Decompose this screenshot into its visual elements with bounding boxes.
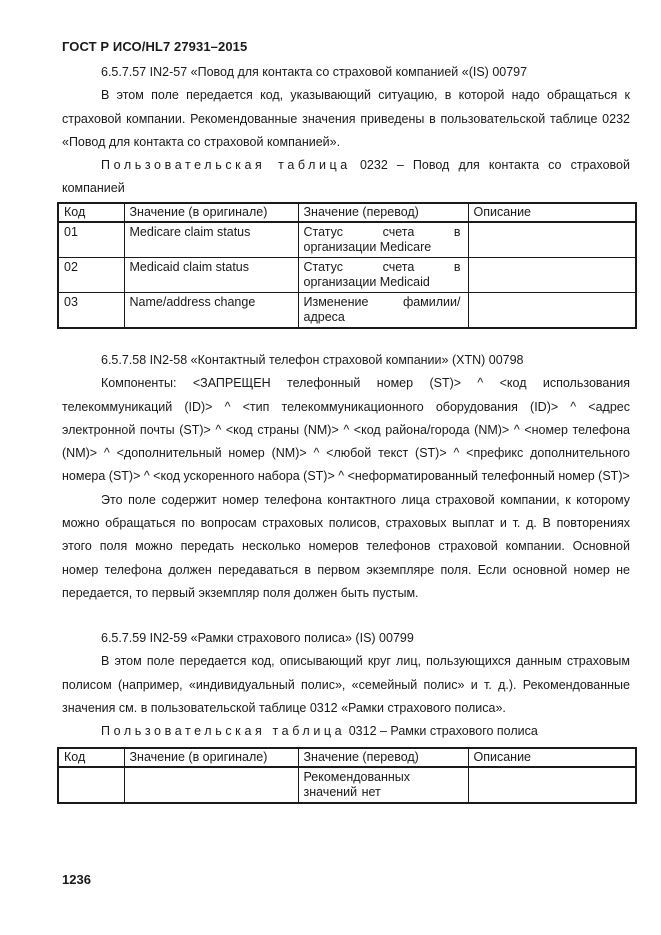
cell-translation: Статус счета в организации Medicaid bbox=[298, 258, 468, 293]
cell-description bbox=[468, 767, 636, 803]
table-caption bbox=[62, 720, 630, 743]
section-paragraph: В этом поле передается код, указывающий ситуацию, в которой надо обращаться к страховой компании. Рекомендованные значения приведены в пользовательской таблице 0232 «Повод для контакта со страховой компанией». bbox=[62, 88, 630, 149]
cell-original: Name/address change bbox=[124, 293, 298, 329]
section-paragraph: В этом поле передается код, описывающий круг лиц, пользующихся данным страховым полисом (например, «индивидуальный полис», «семейный полис» и т. д.). Рекомендованные значения см. в пользовательской таблице 0312 «Рамки страхового полиса». bbox=[62, 654, 630, 715]
table-header-row bbox=[58, 203, 636, 222]
cell-description bbox=[468, 258, 636, 293]
section-57 bbox=[62, 61, 630, 201]
section-59 bbox=[62, 627, 630, 743]
header-cell-code: Код bbox=[58, 748, 124, 767]
cell-translation: Статус счета в организации Medicare bbox=[298, 222, 468, 258]
table-caption-label: Пользовательская таблица bbox=[101, 158, 351, 173]
components-paragraph: Компоненты: <ЗАПРЕЩЕН телефонный номер (ST)> ^ <код использования телекоммуникаций (ID)> ^ <тип телекоммуникационного оборудования (ID)> ^ <адрес электронной почты (ST)> ^ <код страны (NM)> ^ <код района/города (NM)> ^ <номер телефона (NM)> ^ <дополнительный номер (NM)> ^ <любой текст (ST)> ^ <префикс дополнительного номера (ST)> ^ <код ускоренного набора (ST)> ^ <неформатированный телефонный номер (ST)> bbox=[62, 376, 630, 484]
cell-original bbox=[124, 767, 298, 803]
table-row bbox=[58, 293, 636, 329]
section-heading: 6.5.7.57 IN2-57 «Повод для контакта со страховой компанией «(IS) 00797 bbox=[101, 65, 528, 79]
section-heading: 6.5.7.58 IN2-58 «Контактный телефон страховой компании» (XTN) 00798 bbox=[101, 353, 524, 367]
table-caption-text: 0232 – Повод для контакта со страховой компанией bbox=[62, 158, 630, 196]
cell-code: 03 bbox=[58, 293, 124, 329]
cell-code: 02 bbox=[58, 258, 124, 293]
table-row bbox=[58, 258, 636, 293]
section-heading: 6.5.7.59 IN2-59 «Рамки страхового полиса» (IS) 00799 bbox=[101, 631, 414, 645]
table-0232 bbox=[57, 202, 637, 329]
section-paragraph: Это поле содержит номер телефона контактного лица страховой компании, к которому можно обращаться по вопросам страховых полисов, страховых выплат и т. д. В повторениях этого поля можно передать несколько номеров телефонов страховой компании. Основной номер телефона должен передаваться в первом экземпляре поля. Если основной номер не передается, то первый экземпляр поля должен быть пустым. bbox=[62, 492, 630, 600]
document-header: ГОСТ Р ИСО/HL7 27931–2015 bbox=[62, 39, 248, 54]
page-number: 1236 bbox=[62, 872, 91, 887]
header-cell-translation: Значение (перевод) bbox=[298, 748, 468, 767]
cell-code: 01 bbox=[58, 222, 124, 258]
header-cell-code: Код bbox=[58, 203, 124, 222]
header-cell-description: Описание bbox=[468, 748, 636, 767]
header-cell-original: Значение (в оригинале) bbox=[124, 748, 298, 767]
table-caption-text: 0312 – Рамки страхового полиса bbox=[348, 724, 538, 739]
section-58 bbox=[62, 349, 630, 605]
table-row bbox=[58, 222, 636, 258]
header-cell-description: Описание bbox=[468, 203, 636, 222]
table-row bbox=[58, 767, 636, 803]
table-0312 bbox=[57, 747, 637, 804]
header-cell-translation: Значение (перевод) bbox=[298, 203, 468, 222]
header-cell-original: Значение (в оригинале) bbox=[124, 203, 298, 222]
cell-description bbox=[468, 222, 636, 258]
cell-translation: Изменение фамилии/адреса bbox=[298, 293, 468, 329]
cell-description bbox=[468, 293, 636, 329]
table-caption-label: Пользовательская таблица bbox=[101, 724, 346, 739]
table-caption bbox=[62, 154, 630, 201]
cell-original: Medicaid claim status bbox=[124, 258, 298, 293]
cell-original: Medicare claim status bbox=[124, 222, 298, 258]
cell-translation: Рекомендованных значений нет bbox=[298, 767, 468, 803]
table-header-row bbox=[58, 748, 636, 767]
cell-code bbox=[58, 767, 124, 803]
